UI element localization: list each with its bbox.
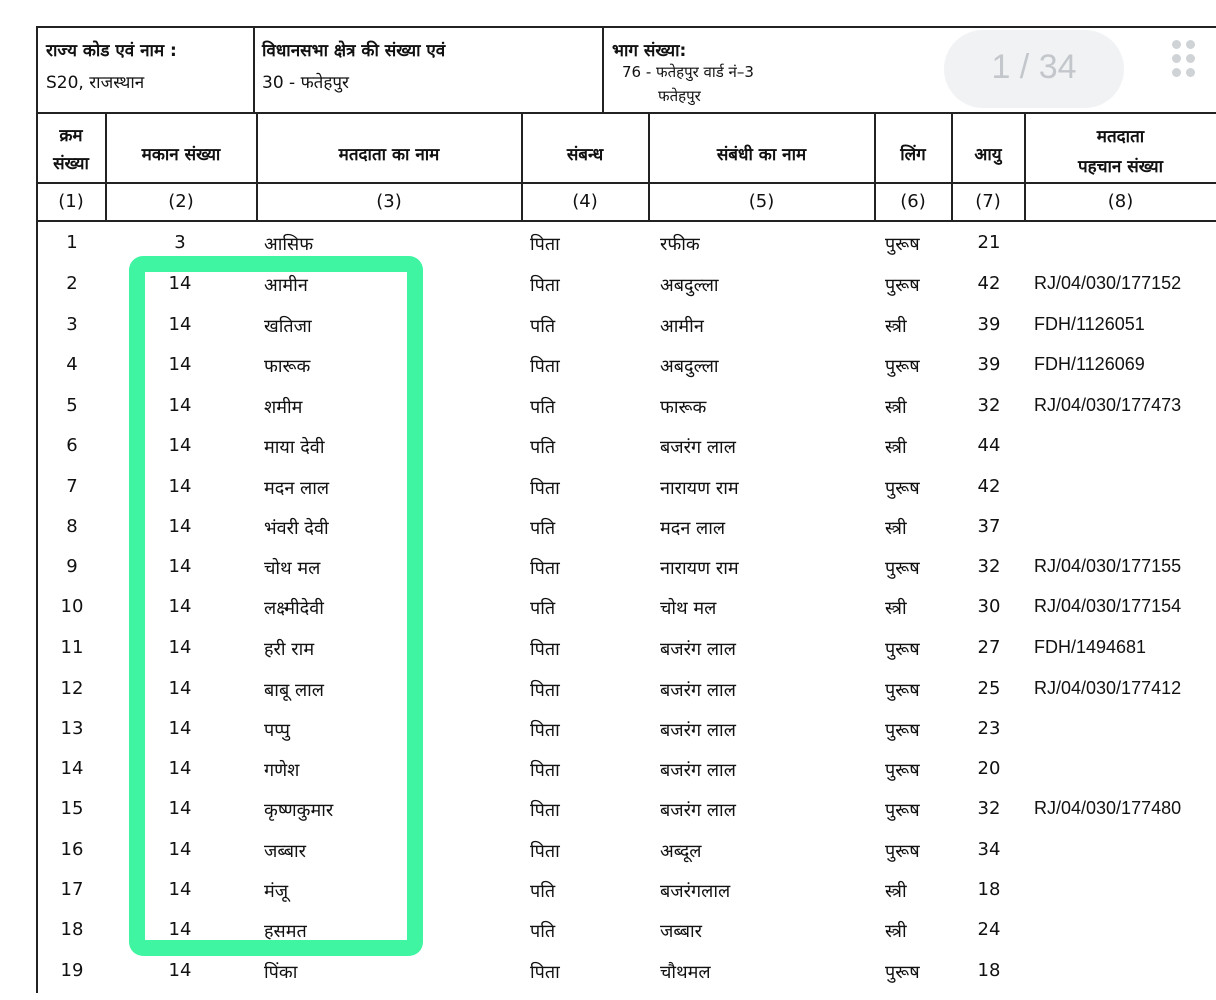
serial-number: 2: [66, 273, 78, 294]
colnum-8: (8): [1107, 191, 1134, 212]
epic-number: RJ/04/030/177480: [1034, 798, 1182, 818]
table-row: [0, 556, 1216, 596]
assembly-value: 30 - फतेहपुर: [262, 73, 350, 93]
table-row: [0, 637, 1216, 677]
colhead-relation: संबन्ध: [566, 145, 604, 165]
colhead-epic: [1025, 122, 1216, 182]
page-indicator[interactable]: 1 / 34: [944, 30, 1124, 108]
gender: स्त्री: [885, 316, 907, 337]
voter-name: मदन लाल: [264, 478, 330, 499]
colnum-5: (5): [748, 191, 775, 212]
house-number: 14: [168, 395, 192, 416]
age: 18: [977, 879, 1001, 900]
relative-name: चौथमल: [660, 962, 711, 983]
colnum-bottom-border: [36, 220, 1216, 222]
relation: पति: [530, 397, 556, 418]
voter-name: गणेश: [264, 760, 300, 781]
colhead-age: आयु: [974, 145, 1002, 165]
serial-number: 6: [66, 435, 78, 456]
gender: स्त्री: [885, 881, 907, 902]
table-row: [0, 678, 1216, 718]
serial-number: 18: [60, 919, 84, 940]
relation: पति: [530, 921, 556, 942]
gender: पुरूष: [885, 841, 920, 862]
epic-number: RJ/04/030/177473: [1034, 395, 1182, 415]
relation: पति: [530, 518, 556, 539]
gender: पुरूष: [885, 275, 920, 296]
colhead-house: मकान संख्या: [141, 145, 221, 165]
colnum-6: (6): [900, 191, 926, 212]
house-number: 14: [168, 556, 192, 577]
relative-name: अब्दूल: [660, 841, 702, 862]
assembly-label: विधानसभा क्षेत्र की संख्या एवं: [262, 41, 446, 61]
colnum-7: (7): [975, 191, 1001, 212]
age: 39: [977, 314, 1001, 335]
relation: पिता: [530, 275, 560, 296]
voter-name: फारूक: [264, 356, 311, 377]
house-number: 3: [174, 232, 186, 253]
colhead-bottom-border: [36, 182, 1216, 184]
table-row: [0, 354, 1216, 394]
house-number: 14: [168, 435, 192, 456]
colhead-sn: [36, 122, 106, 178]
relation: पिता: [530, 962, 560, 983]
relative-name: बजरंगलाल: [660, 881, 731, 902]
header-top-border: [36, 26, 1216, 28]
relative-name: फारूक: [660, 397, 707, 418]
house-number: 14: [168, 798, 192, 819]
epic-number: FDH/1494681: [1034, 637, 1147, 657]
house-number: 14: [168, 718, 192, 739]
grid-view-icon[interactable]: [1172, 40, 1208, 90]
house-number: 14: [168, 354, 192, 375]
relative-name: नारायण राम: [660, 478, 739, 499]
header-divider-1: [253, 26, 255, 114]
table-row: [0, 839, 1216, 879]
serial-number: 16: [60, 839, 84, 860]
voter-name: बाबू लाल: [264, 680, 325, 701]
serial-number: 19: [60, 960, 84, 981]
serial-number: 7: [66, 476, 78, 497]
relative-name: मदन लाल: [660, 518, 726, 539]
gender: स्त्री: [885, 397, 907, 418]
gender: स्त्री: [885, 437, 907, 458]
voter-name: चोथ मल: [264, 558, 321, 579]
relation: पिता: [530, 760, 560, 781]
age: 30: [977, 596, 1001, 617]
header-bottom-border: [36, 112, 1216, 114]
voter-name: आमीन: [264, 275, 308, 296]
voter-name: भंवरी देवी: [264, 518, 329, 539]
relation: पिता: [530, 800, 560, 821]
colhead-sn-l2: संख्या: [53, 154, 89, 174]
house-number: 14: [168, 879, 192, 900]
voter-name: हरी राम: [264, 639, 315, 660]
voter-name: खतिजा: [264, 316, 312, 337]
relation: पिता: [530, 234, 560, 255]
relation: पिता: [530, 558, 560, 579]
table-row: [0, 516, 1216, 556]
voter-name: शमीम: [264, 397, 303, 418]
voter-name: पिंका: [264, 962, 298, 983]
serial-number: 13: [60, 718, 84, 739]
table-row: [0, 395, 1216, 435]
age: 25: [977, 678, 1001, 699]
serial-number: 10: [60, 596, 84, 617]
gender: पुरूष: [885, 680, 920, 701]
house-number: 14: [168, 273, 192, 294]
age: 32: [977, 798, 1001, 819]
voter-name: जब्बार: [264, 841, 306, 862]
voter-name: मंजू: [264, 881, 289, 902]
relation: पिता: [530, 720, 560, 741]
voter-name: आसिफ: [264, 234, 314, 255]
part-value-line1: 76 - फतेहपुर वार्ड नं–3: [622, 63, 754, 81]
table-row: [0, 758, 1216, 798]
table-row: [0, 596, 1216, 636]
epic-number: RJ/04/030/177155: [1034, 556, 1182, 576]
table-row: [0, 798, 1216, 838]
house-number: 14: [168, 596, 192, 617]
relation: पति: [530, 881, 556, 902]
relation: पति: [530, 437, 556, 458]
voter-name: हसमत: [264, 921, 307, 942]
relation: पति: [530, 316, 556, 337]
house-number: 14: [168, 919, 192, 940]
age: 20: [977, 758, 1001, 779]
serial-number: 11: [60, 637, 84, 658]
serial-number: 15: [60, 798, 84, 819]
age: 27: [977, 637, 1001, 658]
age: 44: [977, 435, 1001, 456]
relative-name: बजरंग लाल: [660, 720, 736, 741]
relation: पिता: [530, 841, 560, 862]
relation: पिता: [530, 639, 560, 660]
relation: पिता: [530, 478, 560, 499]
house-number: 14: [168, 758, 192, 779]
serial-number: 1: [66, 232, 78, 253]
house-number: 14: [168, 678, 192, 699]
colnum-3: (3): [376, 191, 402, 212]
relative-name: रफीक: [660, 234, 700, 255]
serial-number: 4: [66, 354, 78, 375]
table-row: [0, 435, 1216, 475]
gender: पुरूष: [885, 800, 920, 821]
epic-number: RJ/04/030/177152: [1034, 273, 1182, 293]
table-row: [0, 960, 1216, 1000]
gender: पुरूष: [885, 234, 920, 255]
relation: पति: [530, 598, 556, 619]
gender: पुरूष: [885, 558, 920, 579]
part-value-line2: फतेहपुर: [658, 87, 701, 105]
relative-name: नारायण राम: [660, 558, 739, 579]
table-row: [0, 232, 1216, 272]
voter-name: माया देवी: [264, 437, 325, 458]
relative-name: अबदुल्ला: [660, 356, 719, 377]
relative-name: बजरंग लाल: [660, 639, 736, 660]
table-row: [0, 718, 1216, 758]
colhead-sn-l1: क्रम: [59, 126, 83, 146]
epic-number: FDH/1126069: [1034, 354, 1145, 374]
gender: स्त्री: [885, 598, 907, 619]
header-divider-2: [602, 26, 604, 114]
relation: पिता: [530, 680, 560, 701]
relative-name: बजरंग लाल: [660, 800, 736, 821]
colhead-epic-l2: पहचान संख्या: [1078, 157, 1163, 177]
age: 42: [977, 476, 1001, 497]
part-label: भाग संख्या:: [612, 41, 687, 61]
relative-name: आमीन: [660, 316, 704, 337]
age: 24: [977, 919, 1001, 940]
age: 39: [977, 354, 1001, 375]
table-row: [0, 476, 1216, 516]
state-label: राज्य कोड एवं नाम :: [46, 41, 177, 61]
relative-name: बजरंग लाल: [660, 437, 736, 458]
age: 23: [977, 718, 1001, 739]
colhead-name: मतदाता का नाम: [338, 145, 440, 165]
voter-name: कृष्णकुमार: [264, 800, 334, 821]
colhead-relname: संबंधी का नाम: [716, 145, 807, 165]
gender: पुरूष: [885, 478, 920, 499]
age: 32: [977, 395, 1001, 416]
epic-number: FDH/1126051: [1034, 314, 1145, 334]
gender: पुरूष: [885, 962, 920, 983]
house-number: 14: [168, 637, 192, 658]
colnum-2: (2): [168, 191, 194, 212]
age: 42: [977, 273, 1001, 294]
house-number: 14: [168, 960, 192, 981]
gender: स्त्री: [885, 518, 907, 539]
relative-name: बजरंग लाल: [660, 760, 736, 781]
serial-number: 5: [66, 395, 78, 416]
gender: पुरूष: [885, 720, 920, 741]
house-number: 14: [168, 314, 192, 335]
relation: पिता: [530, 356, 560, 377]
age: 18: [977, 960, 1001, 981]
serial-number: 17: [60, 879, 84, 900]
table-row: [0, 273, 1216, 313]
relative-name: जब्बार: [660, 921, 702, 942]
house-number: 14: [168, 516, 192, 537]
house-number: 14: [168, 839, 192, 860]
house-number: 14: [168, 476, 192, 497]
gender: पुरूष: [885, 639, 920, 660]
serial-number: 3: [66, 314, 78, 335]
age: 32: [977, 556, 1001, 577]
age: 34: [977, 839, 1001, 860]
serial-number: 8: [66, 516, 78, 537]
table-row: [0, 879, 1216, 919]
age: 37: [977, 516, 1001, 537]
colnum-4: (4): [572, 191, 598, 212]
relative-name: बजरंग लाल: [660, 680, 736, 701]
gender: पुरूष: [885, 760, 920, 781]
serial-number: 9: [66, 556, 78, 577]
state-value: S20, राजस्थान: [46, 73, 145, 93]
age: 21: [977, 232, 1001, 253]
colnum-1: (1): [58, 191, 84, 212]
voter-name: लक्ष्मीदेवी: [264, 598, 324, 619]
voter-name: पप्पु: [264, 720, 290, 741]
gender: पुरूष: [885, 356, 920, 377]
relative-name: अबदुल्ला: [660, 275, 719, 296]
gender: स्त्री: [885, 921, 907, 942]
epic-number: RJ/04/030/177154: [1034, 596, 1182, 616]
colhead-gender: लिंग: [900, 145, 926, 165]
epic-number: RJ/04/030/177412: [1034, 678, 1182, 698]
colhead-epic-l1: मतदाता: [1096, 127, 1145, 147]
serial-number: 12: [60, 678, 84, 699]
relative-name: चोथ मल: [660, 598, 717, 619]
serial-number: 14: [60, 758, 84, 779]
table-row: [0, 919, 1216, 959]
table-row: [0, 314, 1216, 354]
